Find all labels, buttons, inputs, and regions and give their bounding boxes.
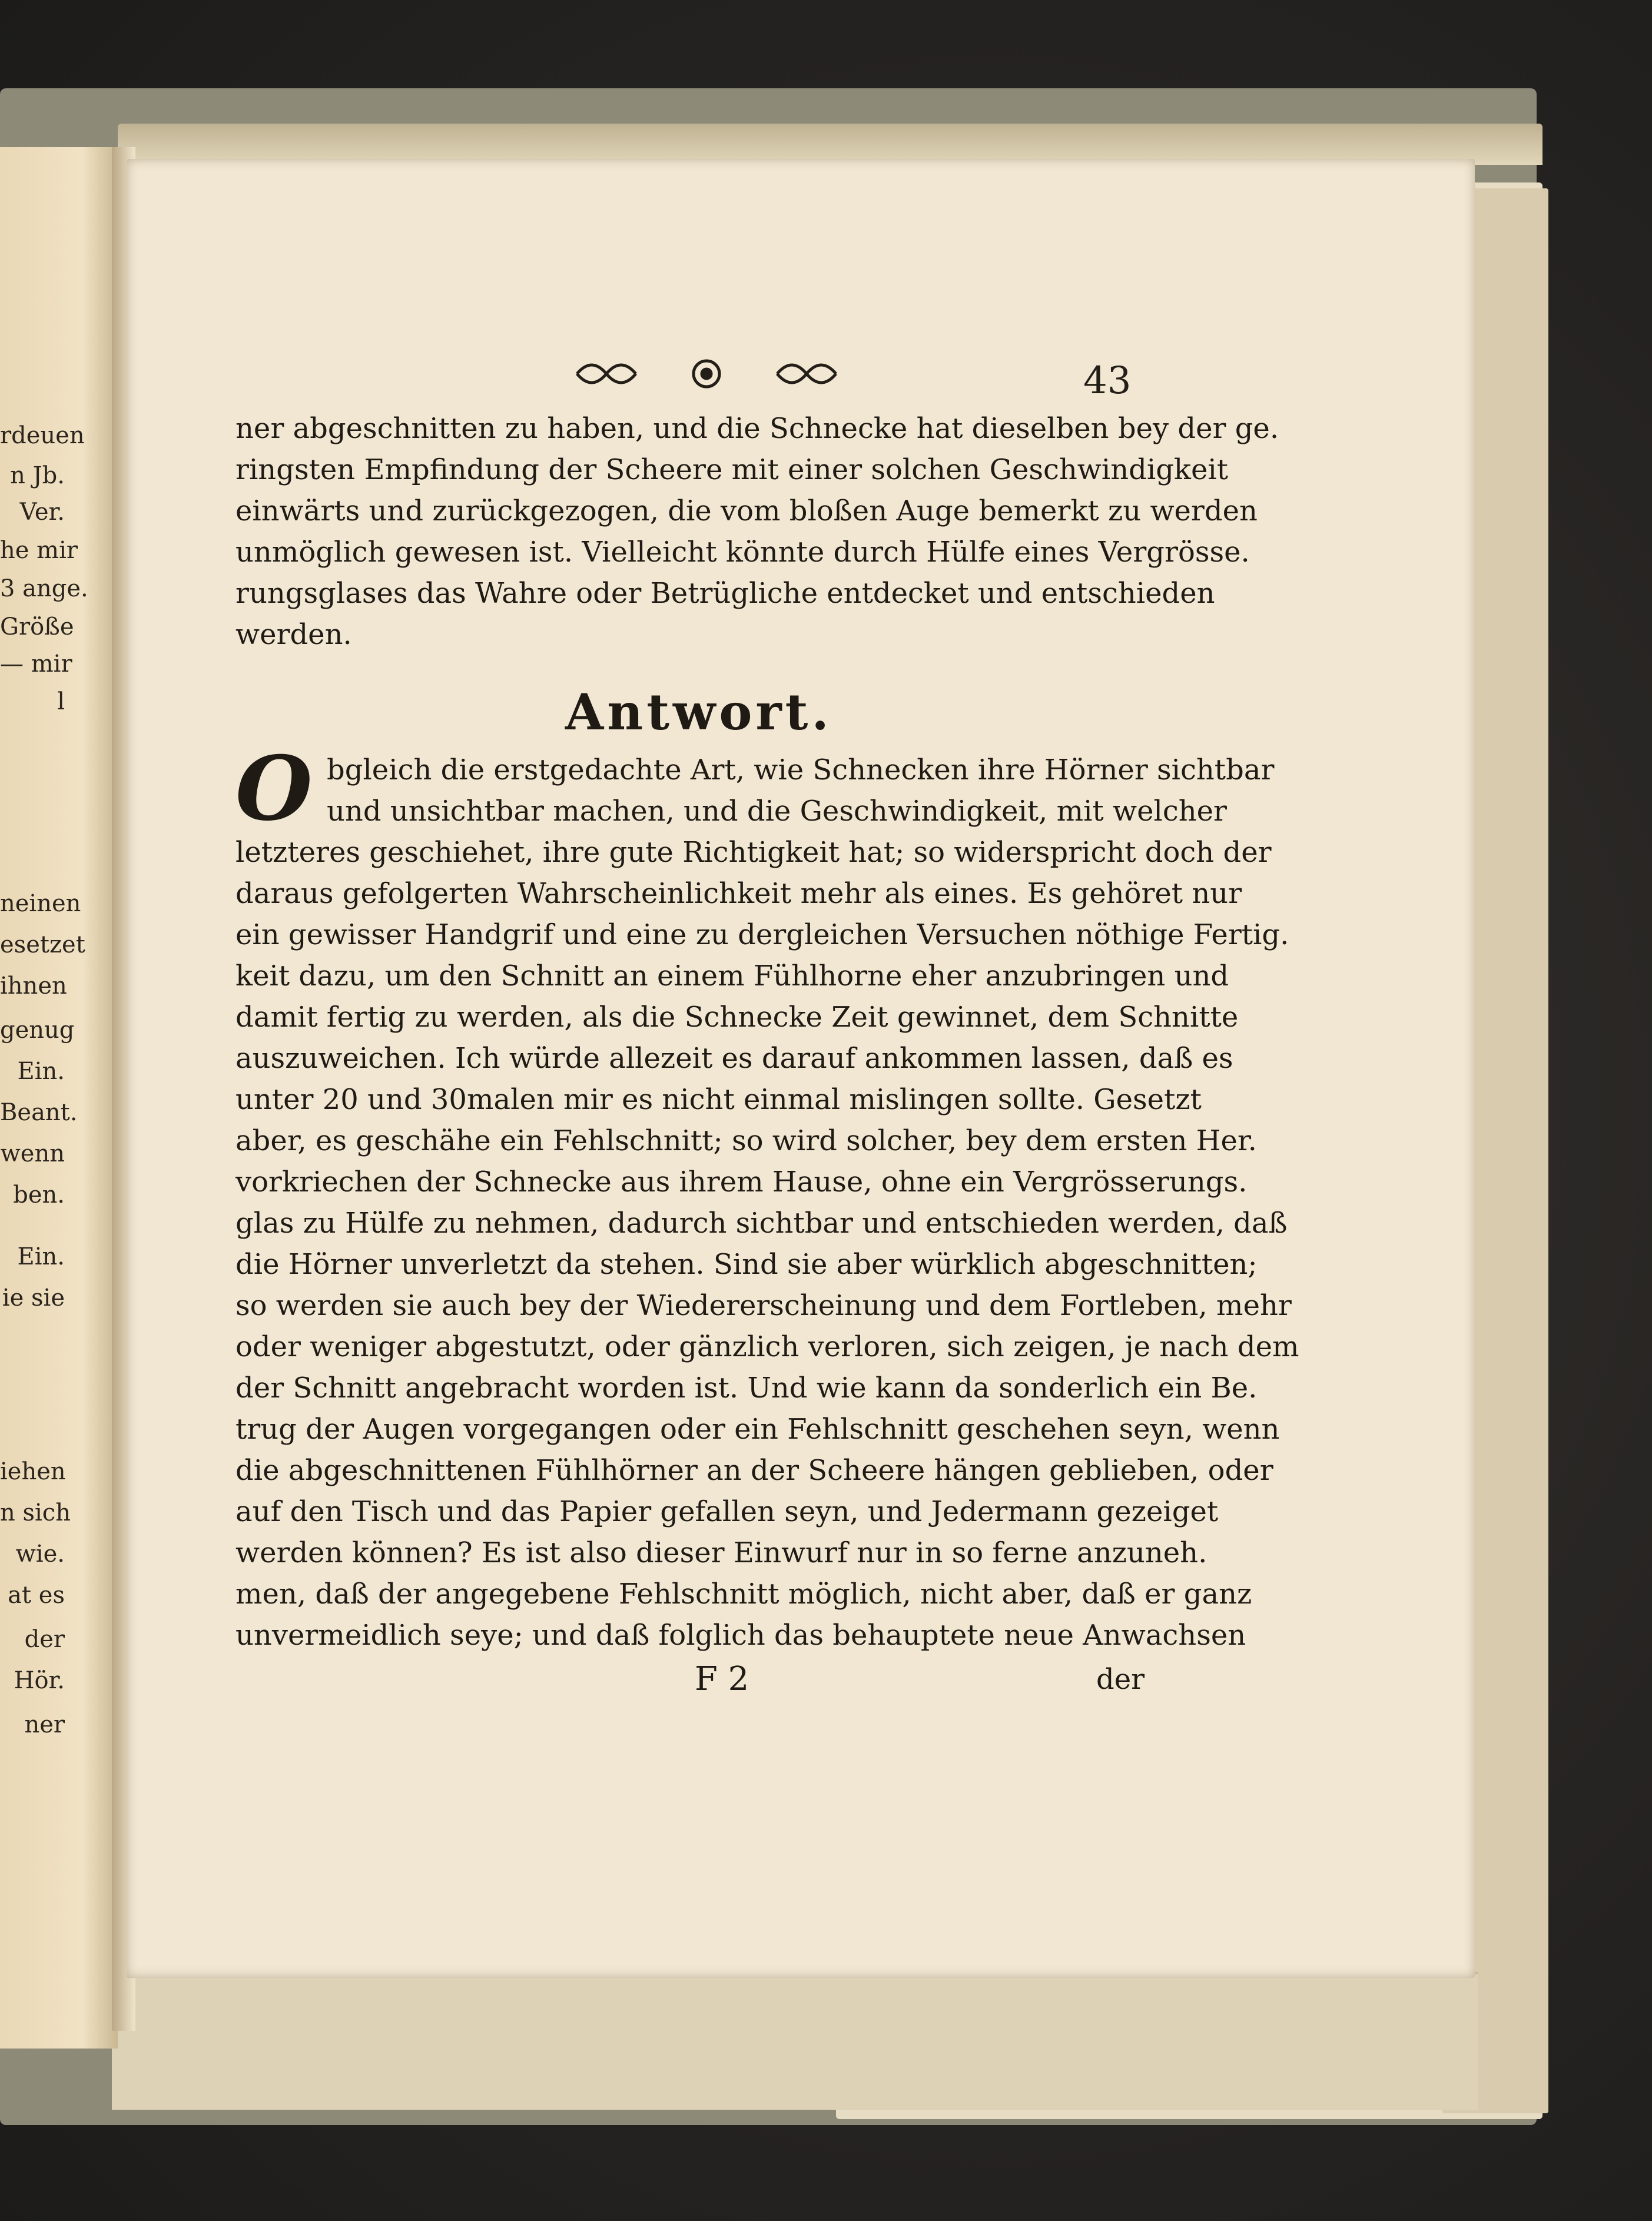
ornament-icon	[565, 347, 848, 400]
text-line: ein gewisser Handgrif und eine zu dergleichen Versuchen nöthige Fertig.	[235, 918, 1289, 951]
text-line: auszuweichen. Ich würde allezeit es darauf ankommen lassen, daß es	[235, 1042, 1233, 1075]
text-line: der Schnitt angebracht worden ist. Und wie kann da sonderlich ein Be.	[235, 1372, 1258, 1405]
left-fragment: genug	[0, 1017, 75, 1044]
text-line: glas zu Hülfe zu nehmen, dadurch sichtbar und entschieden werden, daß	[235, 1207, 1288, 1240]
left-fragment: Beant.	[0, 1099, 78, 1126]
left-fragment: esetzet	[0, 931, 85, 958]
text-line: werden können? Es ist also dieser Einwurf nur in so ferne anzuneh.	[235, 1536, 1208, 1569]
text-line: die Hörner unverletzt da stehen. Sind sie aber würklich abgeschnitten;	[235, 1248, 1258, 1281]
text-line: und unsichtbar machen, und die Geschwindigkeit, mit welcher	[327, 795, 1227, 828]
text-line: unmöglich gewesen ist. Vielleicht könnte durch Hülfe eines Vergrösse.	[235, 536, 1250, 569]
left-fragment: ihnen	[0, 972, 67, 1000]
text-line: einwärts und zurückgezogen, die vom bloßen Auge bemerkt zu werden	[235, 494, 1258, 527]
text-line: unter 20 und 30malen mir es nicht einmal mislingen sollte. Gesetzt	[235, 1083, 1202, 1116]
left-fragment: wie.	[15, 1541, 65, 1568]
text-line: men, daß der angegebene Fehlschnitt möglich, nicht aber, daß er ganz	[235, 1578, 1252, 1611]
text-line: keit dazu, um den Schnitt an einem Fühlhorne eher anzubringen und	[235, 960, 1229, 992]
text-line: oder weniger abgestutzt, oder gänzlich verloren, sich zeigen, je nach dem	[235, 1330, 1299, 1363]
left-fragment: l	[57, 688, 65, 715]
left-fragment: ie sie	[2, 1284, 65, 1312]
text-line: unvermeidlich seye; und daß folglich das behauptete neue Anwachsen	[235, 1619, 1246, 1652]
left-fragment: Ver.	[19, 499, 65, 526]
left-fragment: ner	[24, 1711, 65, 1738]
left-fragment: wenn	[0, 1140, 65, 1167]
text-line: auf den Tisch und das Papier gefallen seyn, und Jedermann gezeiget	[235, 1495, 1219, 1528]
left-fragment: he mir	[0, 537, 78, 564]
drop-initial: O	[235, 737, 313, 841]
left-fragment: Hör.	[14, 1667, 65, 1694]
text-line: daraus gefolgerten Wahrscheinlichkeit mehr als eines. Es gehöret nur	[235, 877, 1242, 910]
text-line: bgleich die erstgedachte Art, wie Schnecken ihre Hörner sichtbar	[327, 753, 1275, 786]
left-fragment: n sich	[0, 1499, 71, 1526]
left-fragment: rdeuen	[0, 422, 85, 449]
text-line: damit fertig zu werden, als die Schnecke Zeit gewinnet, dem Schnitte	[235, 1001, 1239, 1034]
left-fragment: Größe	[0, 613, 74, 640]
left-fragment: ben.	[13, 1181, 65, 1209]
left-fragment: Ein.	[17, 1243, 65, 1270]
text-line: vorkriechen der Schnecke aus ihrem Hause, ohne ein Vergrösserungs.	[235, 1166, 1248, 1199]
text-line: trug der Augen vorgegangen oder ein Fehlschnitt geschehen seyn, wenn	[235, 1413, 1280, 1446]
text-line: letzteres geschiehet, ihre gute Richtigkeit hat; so widerspricht doch der	[235, 836, 1272, 869]
left-fragment: at es	[8, 1582, 65, 1609]
text-line: ner abgeschnitten zu haben, und die Schnecke hat dieselben bey der ge.	[235, 412, 1279, 445]
text-line: ringsten Empfindung der Scheere mit einer solchen Geschwindigkeit	[235, 453, 1229, 486]
signature-mark: F 2	[695, 1660, 749, 1698]
text-line: so werden sie auch bey der Wiedererscheinung und dem Fortleben, mehr	[235, 1289, 1292, 1322]
section-heading: Antwort.	[565, 683, 832, 741]
left-fragment: iehen	[0, 1458, 66, 1485]
text-line: rungsglases das Wahre oder Betrügliche entdecket und entschieden	[235, 577, 1215, 610]
page-number: 43	[1083, 359, 1132, 403]
book-bottom-edge	[112, 1972, 1478, 2110]
text-line: werden.	[235, 618, 352, 651]
text-line: die abgeschnittenen Fühlhörner an der Scheere hängen geblieben, oder	[235, 1454, 1273, 1487]
left-fragment: n Jb.	[10, 462, 65, 489]
left-fragment: Ein.	[17, 1058, 65, 1085]
header-ornament	[565, 347, 848, 400]
left-fragment: neinen	[0, 890, 81, 917]
text-line: aber, es geschähe ein Fehlschnitt; so wird solcher, bey dem ersten Her.	[235, 1124, 1257, 1157]
left-fragment: 3 ange.	[0, 575, 88, 602]
catchword: der	[1096, 1663, 1145, 1696]
left-fragment: der	[24, 1626, 65, 1653]
left-fragment: — mir	[0, 650, 72, 678]
